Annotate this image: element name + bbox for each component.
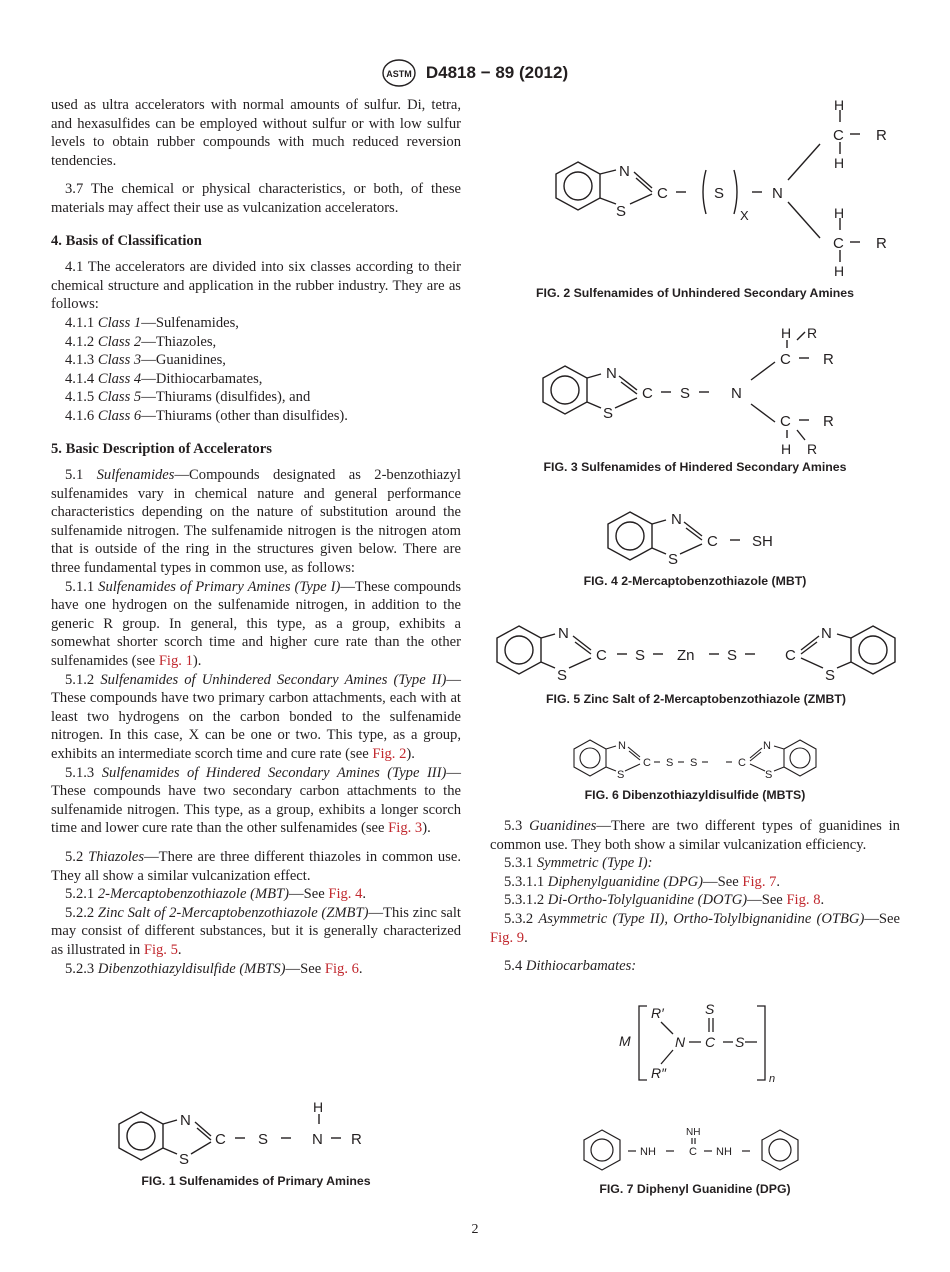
svg-text:C: C: [738, 757, 746, 769]
svg-text:R″: R″: [651, 1065, 667, 1081]
fig-9-link[interactable]: Fig. 9: [490, 929, 525, 946]
svg-text:S: S: [714, 185, 725, 202]
svg-text:N: N: [558, 625, 569, 642]
svg-text:R: R: [823, 351, 834, 368]
figure-1: [51, 1100, 461, 1188]
svg-text:H: H: [781, 441, 792, 457]
svg-text:N: N: [675, 1034, 686, 1050]
svg-text:S: S: [705, 1001, 715, 1017]
svg-text:N: N: [731, 385, 742, 402]
svg-text:S: S: [557, 667, 568, 684]
svg-text:C: C: [657, 185, 668, 202]
svg-text:S: S: [179, 1151, 190, 1168]
fig-3-caption: FIG. 3 Sulfenamides of Hindered Secondary Amines: [543, 460, 847, 474]
fig-2-caption: FIG. 2 Sulfenamides of Unhindered Secondary Amines: [536, 286, 854, 300]
paragraph-5-1: 5.1 Sulfenamides—Compounds designated as 2-benzothiazyl sulfenamides vary in chemical nature and general performance characteristics depending on the nature of substitution around the sulfenamide nitrogen. The sulfenamide nitrogen is the nitrogen atom that is outside of the ring in the structures given below. There are three fundamental types in common use, as follows:: [51, 467, 461, 577]
paragraph-4-1: 4.1 The accelerators are divided into six classes according to their chemical structure and application in the rubber industry. They are as follows:: [51, 259, 461, 313]
fig-5-caption: FIG. 5 Zinc Salt of 2-Mercaptobenzothiazole (ZMBT): [546, 692, 846, 706]
svg-text:N: N: [821, 625, 832, 642]
svg-text:S: S: [727, 647, 738, 664]
svg-text:S: S: [668, 551, 679, 568]
svg-text:R: R: [807, 441, 818, 457]
svg-text:S: S: [617, 769, 625, 781]
figure-5: [486, 618, 906, 706]
svg-text:N: N: [312, 1131, 323, 1148]
paragraph-continuation: used as ultra accelerators with normal amounts of sulfur. Di, tetra, and hexasulfides can be employed without sulfur or with low sulfur levels to obtain rubber compounds with much reduced reversion tendencies.: [51, 97, 461, 169]
paragraph-3-7: 3.7 The chemical or physical characteristics, or both, of these materials may affect their use as vulcanization accelerators.: [51, 181, 461, 216]
fig-8-link[interactable]: Fig. 8: [786, 892, 821, 909]
svg-text:C: C: [642, 385, 653, 402]
document-id: D4818 − 89 (2012): [425, 63, 569, 82]
svg-text:S: S: [765, 769, 773, 781]
svg-text:Zn: Zn: [677, 647, 695, 664]
svg-text:S: S: [616, 203, 627, 220]
svg-text:C: C: [707, 533, 718, 550]
fig-1-structure: [111, 1100, 401, 1174]
svg-text:n: n: [769, 1073, 776, 1085]
svg-text:S: S: [635, 647, 646, 664]
section-5-heading: 5. Basic Description of Accelerators: [51, 440, 272, 457]
fig-4-link[interactable]: Fig. 4: [328, 886, 363, 903]
fig-3-link[interactable]: Fig. 3: [388, 820, 423, 837]
dithiocarbamate-structure: [600, 1000, 790, 1086]
svg-text:N: N: [772, 185, 783, 202]
paragraph-5-3-1-1: 5.3.1.1 Diphenylguanidine (DPG)—See Fig. 7.: [504, 873, 781, 890]
list-item: 4.1.5 Class 5—Thiurams (disulfides), and: [65, 389, 311, 406]
svg-text:C: C: [833, 235, 844, 252]
svg-text:C: C: [215, 1131, 226, 1148]
paragraph-5-3-1: 5.3.1 Symmetric (Type I):: [504, 855, 653, 872]
paragraph-5-2: 5.2 Thiazoles—There are three different thiazoles in common use. They all show a similar vulcanization effect.: [51, 848, 461, 884]
svg-text:SH: SH: [752, 533, 773, 550]
svg-text:C: C: [780, 413, 791, 430]
svg-text:R′: R′: [651, 1005, 664, 1021]
fig-2-link[interactable]: Fig. 2: [372, 746, 407, 762]
svg-text:N: N: [671, 511, 682, 528]
fig-1-link[interactable]: Fig. 1: [158, 653, 193, 670]
fig-7-link[interactable]: Fig. 7: [742, 873, 777, 890]
svg-text:H: H: [781, 325, 792, 341]
svg-text:S: S: [666, 757, 674, 769]
svg-text:H: H: [834, 97, 845, 113]
paragraph-5-2-1: 5.2.1 2-Mercaptobenzothiazole (MBT)—See Fig. 4.: [65, 886, 367, 903]
svg-text:H: H: [834, 263, 845, 279]
svg-text:R: R: [351, 1131, 362, 1148]
figure-7: [490, 1124, 900, 1196]
svg-text:X: X: [740, 208, 749, 223]
svg-text:NH: NH: [686, 1127, 701, 1138]
svg-text:C: C: [705, 1034, 716, 1050]
fig-3-structure: [535, 322, 855, 456]
list-item: 4.1.3 Class 3—Guanidines,: [65, 352, 226, 369]
svg-text:NH: NH: [640, 1146, 656, 1158]
svg-text:S: S: [258, 1131, 269, 1148]
fig-5-link[interactable]: Fig. 5: [143, 941, 178, 958]
fig-4-structure: [600, 506, 790, 566]
svg-text:C: C: [780, 351, 791, 368]
dithiocarbamate-structure-svg: [605, 1000, 785, 1086]
section-4-heading: 4. Basis of Classification: [51, 232, 202, 249]
svg-text:ASTM: ASTM: [386, 69, 412, 79]
paragraph-5-3: 5.3 Guanidines—There are two different types of guanidines in common use. They both show a similar vulcanization efficiency.: [490, 818, 900, 853]
page-header: [0, 58, 950, 88]
svg-text:S: S: [735, 1034, 745, 1050]
svg-text:N: N: [619, 163, 630, 180]
list-item: 4.1.6 Class 6—Thiurams (other than disulfides).: [65, 407, 348, 424]
fig-6-structure: [570, 734, 820, 782]
svg-text:H: H: [834, 155, 845, 171]
fig-6-caption: FIG. 6 Dibenzothiazyldisulfide (MBTS): [584, 788, 806, 802]
svg-text:H: H: [834, 205, 845, 221]
svg-text:S: S: [690, 757, 698, 769]
svg-text:C: C: [689, 1146, 697, 1158]
fig-4-caption: FIG. 4 2-Mercaptobenzothiazole (MBT): [583, 574, 807, 588]
svg-text:N: N: [763, 740, 771, 752]
svg-text:NH: NH: [716, 1146, 732, 1158]
figure-2: [490, 96, 900, 300]
fig-5-structure: [489, 618, 903, 684]
fig-6-link[interactable]: Fig. 6: [324, 960, 359, 977]
svg-text:S: S: [603, 405, 614, 422]
svg-text:M: M: [619, 1033, 631, 1049]
fig-7-caption: FIG. 7 Diphenyl Guanidine (DPG): [599, 1182, 791, 1196]
paragraph-5-3-1-2: 5.3.1.2 Di-Ortho-Tolylguanidine (DOTG)—See Fig. 8.: [504, 892, 825, 909]
figure-4: [490, 506, 900, 588]
svg-text:C: C: [785, 647, 796, 664]
svg-text:R: R: [876, 235, 887, 252]
svg-text:R: R: [876, 127, 887, 144]
svg-text:N: N: [180, 1112, 191, 1129]
paragraph-5-2-3: 5.2.3 Dibenzothiazyldisulfide (MBTS)—See Fig. 6.: [65, 960, 363, 977]
svg-text:N: N: [606, 365, 617, 382]
paragraph-5-1-2: 5.1.2 Sulfenamides of Unhindered Secondary Amines (Type II)—These compounds have two primary carbon attachments, each with at least two hydrogens on the carbon bonded to the sulfenamide nitrogen. In this case, X can be one or two. This type, as a group, exhibits an intermediate scorch time and cure rate (see Fig. 2).: [51, 671, 461, 762]
svg-text:H: H: [313, 1099, 324, 1115]
page-number: 2: [471, 1222, 479, 1237]
svg-text:R: R: [807, 325, 818, 341]
paragraph-5-1-1: 5.1.1 Sulfenamides of Primary Amines (Type I)—These compounds have one hydrogen on the sulfenamide nitrogen, in addition to the generic R group. In general, this type, as a group, exhibits a somewhat shorter scorch time and higher cure rate than the other sulfenamides (see Fig. 1).: [51, 578, 461, 670]
svg-text:C: C: [596, 647, 607, 664]
svg-text:N: N: [618, 740, 626, 752]
class-list: [51, 314, 461, 426]
left-column: [51, 96, 461, 978]
figure-3: [490, 322, 900, 474]
list-item: 4.1.2 Class 2—Thiazoles,: [65, 333, 217, 350]
svg-text:C: C: [643, 757, 651, 769]
figure-6: [490, 734, 900, 802]
paragraph-5-4: 5.4 Dithiocarbamates:: [504, 958, 637, 975]
fig-1-caption: FIG. 1 Sulfenamides of Primary Amines: [141, 1174, 371, 1188]
svg-text:C: C: [833, 127, 844, 144]
svg-text:S: S: [825, 667, 836, 684]
svg-text:R: R: [823, 413, 834, 430]
list-item: 4.1.4 Class 4—Dithiocarbamates,: [65, 370, 263, 387]
paragraph-5-2-2: 5.2.2 Zinc Salt of 2-Mercaptobenzothiazole (ZMBT)—This zinc salt may consist of different substances, but it is generally characterized as illustrated in Fig. 5.: [51, 904, 461, 958]
astm-logo-icon: [382, 58, 416, 88]
right-column-text: [490, 817, 900, 976]
paragraph-5-3-2: 5.3.2 Asymmetric (Type II), Ortho-Tolylbignanidine (OTBG)—See Fig. 9.: [490, 910, 900, 946]
fig-7-structure: [580, 1124, 810, 1176]
paragraph-5-1-3: 5.1.3 Sulfenamides of Hindered Secondary Amines (Type III)—These compounds have two secondary carbon attachments to the sulfenamide nitrogen. This type, as a group, exhibits a longer scorch time and lower cure rate than the other sulfenamides (see Fig. 3).: [51, 764, 461, 837]
fig-2-structure: [520, 96, 887, 280]
svg-text:S: S: [680, 385, 691, 402]
list-item: 4.1.1 Class 1—Sulfenamides,: [65, 314, 239, 331]
